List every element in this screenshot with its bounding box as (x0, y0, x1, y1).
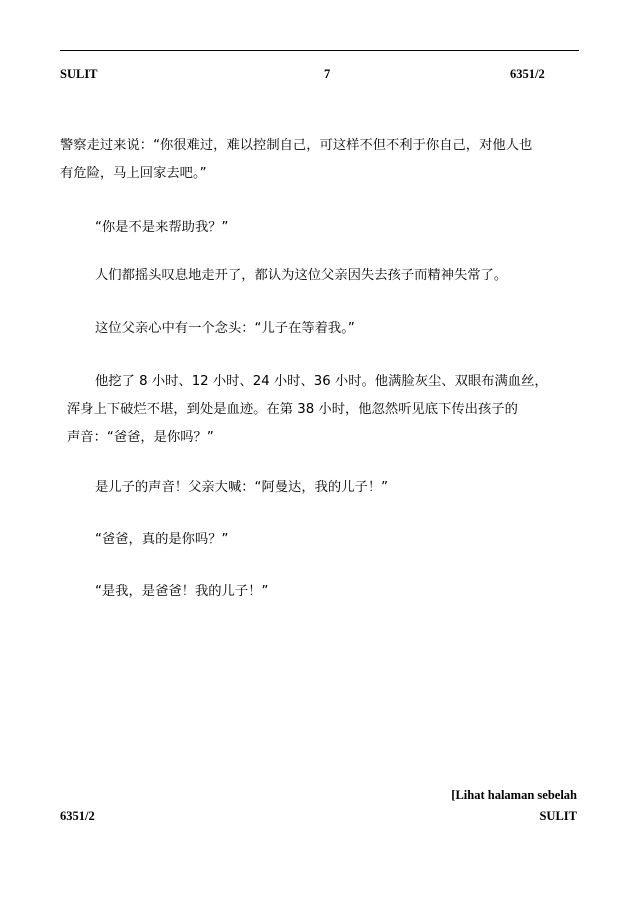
text-line: “是我，是爸爸！我的儿子！” (95, 584, 269, 599)
footer-next-page: [Lihat halaman sebelah (451, 788, 577, 802)
paragraph-digging (67, 368, 548, 452)
text-line: 声音：“爸爸，是你吗？” (67, 430, 214, 445)
page-number: 7 (324, 67, 331, 81)
text-line: “爸爸，真的是你吗？” (95, 532, 229, 547)
header-rule (60, 50, 579, 51)
paragraph-help (95, 214, 228, 242)
header-classification: SULIT (60, 67, 98, 81)
paragraph-crowd (95, 262, 507, 290)
text-line: “你是不是来帮助我？” (95, 220, 229, 235)
text-line: 这位父亲心中有一个念头：“儿子在等着我。” (95, 321, 355, 336)
footer-classification: SULIT (539, 809, 577, 823)
header-paper-code: 6351/2 (510, 67, 545, 81)
paragraph-father-answer (95, 578, 268, 606)
paragraph-son-question (95, 526, 228, 554)
text-line: 有危险，马上回家去吧。” (60, 166, 207, 181)
paragraph-thought (95, 315, 355, 343)
paragraph-police (60, 132, 532, 188)
text-line: 他挖了 8 小时、12 小时、24 小时、36 小时。他满脸灰尘、双眼布满血丝， (95, 374, 548, 389)
text-line: 是儿子的声音！父亲大喊：“阿曼达，我的儿子！” (95, 480, 389, 495)
text-line: 人们都摇头叹息地走开了，都认为这位父亲因失去孩子而精神失常了。 (95, 268, 508, 283)
footer-paper-code: 6351/2 (60, 809, 95, 823)
paragraph-father-shout (95, 474, 388, 502)
text-line: 浑身上下破烂不堪，到处是血迹。在第 38 小时，他忽然听见底下传出孩子的 (67, 402, 518, 417)
text-line: 警察走过来说：“你很难过，难以控制自己，可这样不但不利于你自己，对他人也 (60, 138, 533, 153)
